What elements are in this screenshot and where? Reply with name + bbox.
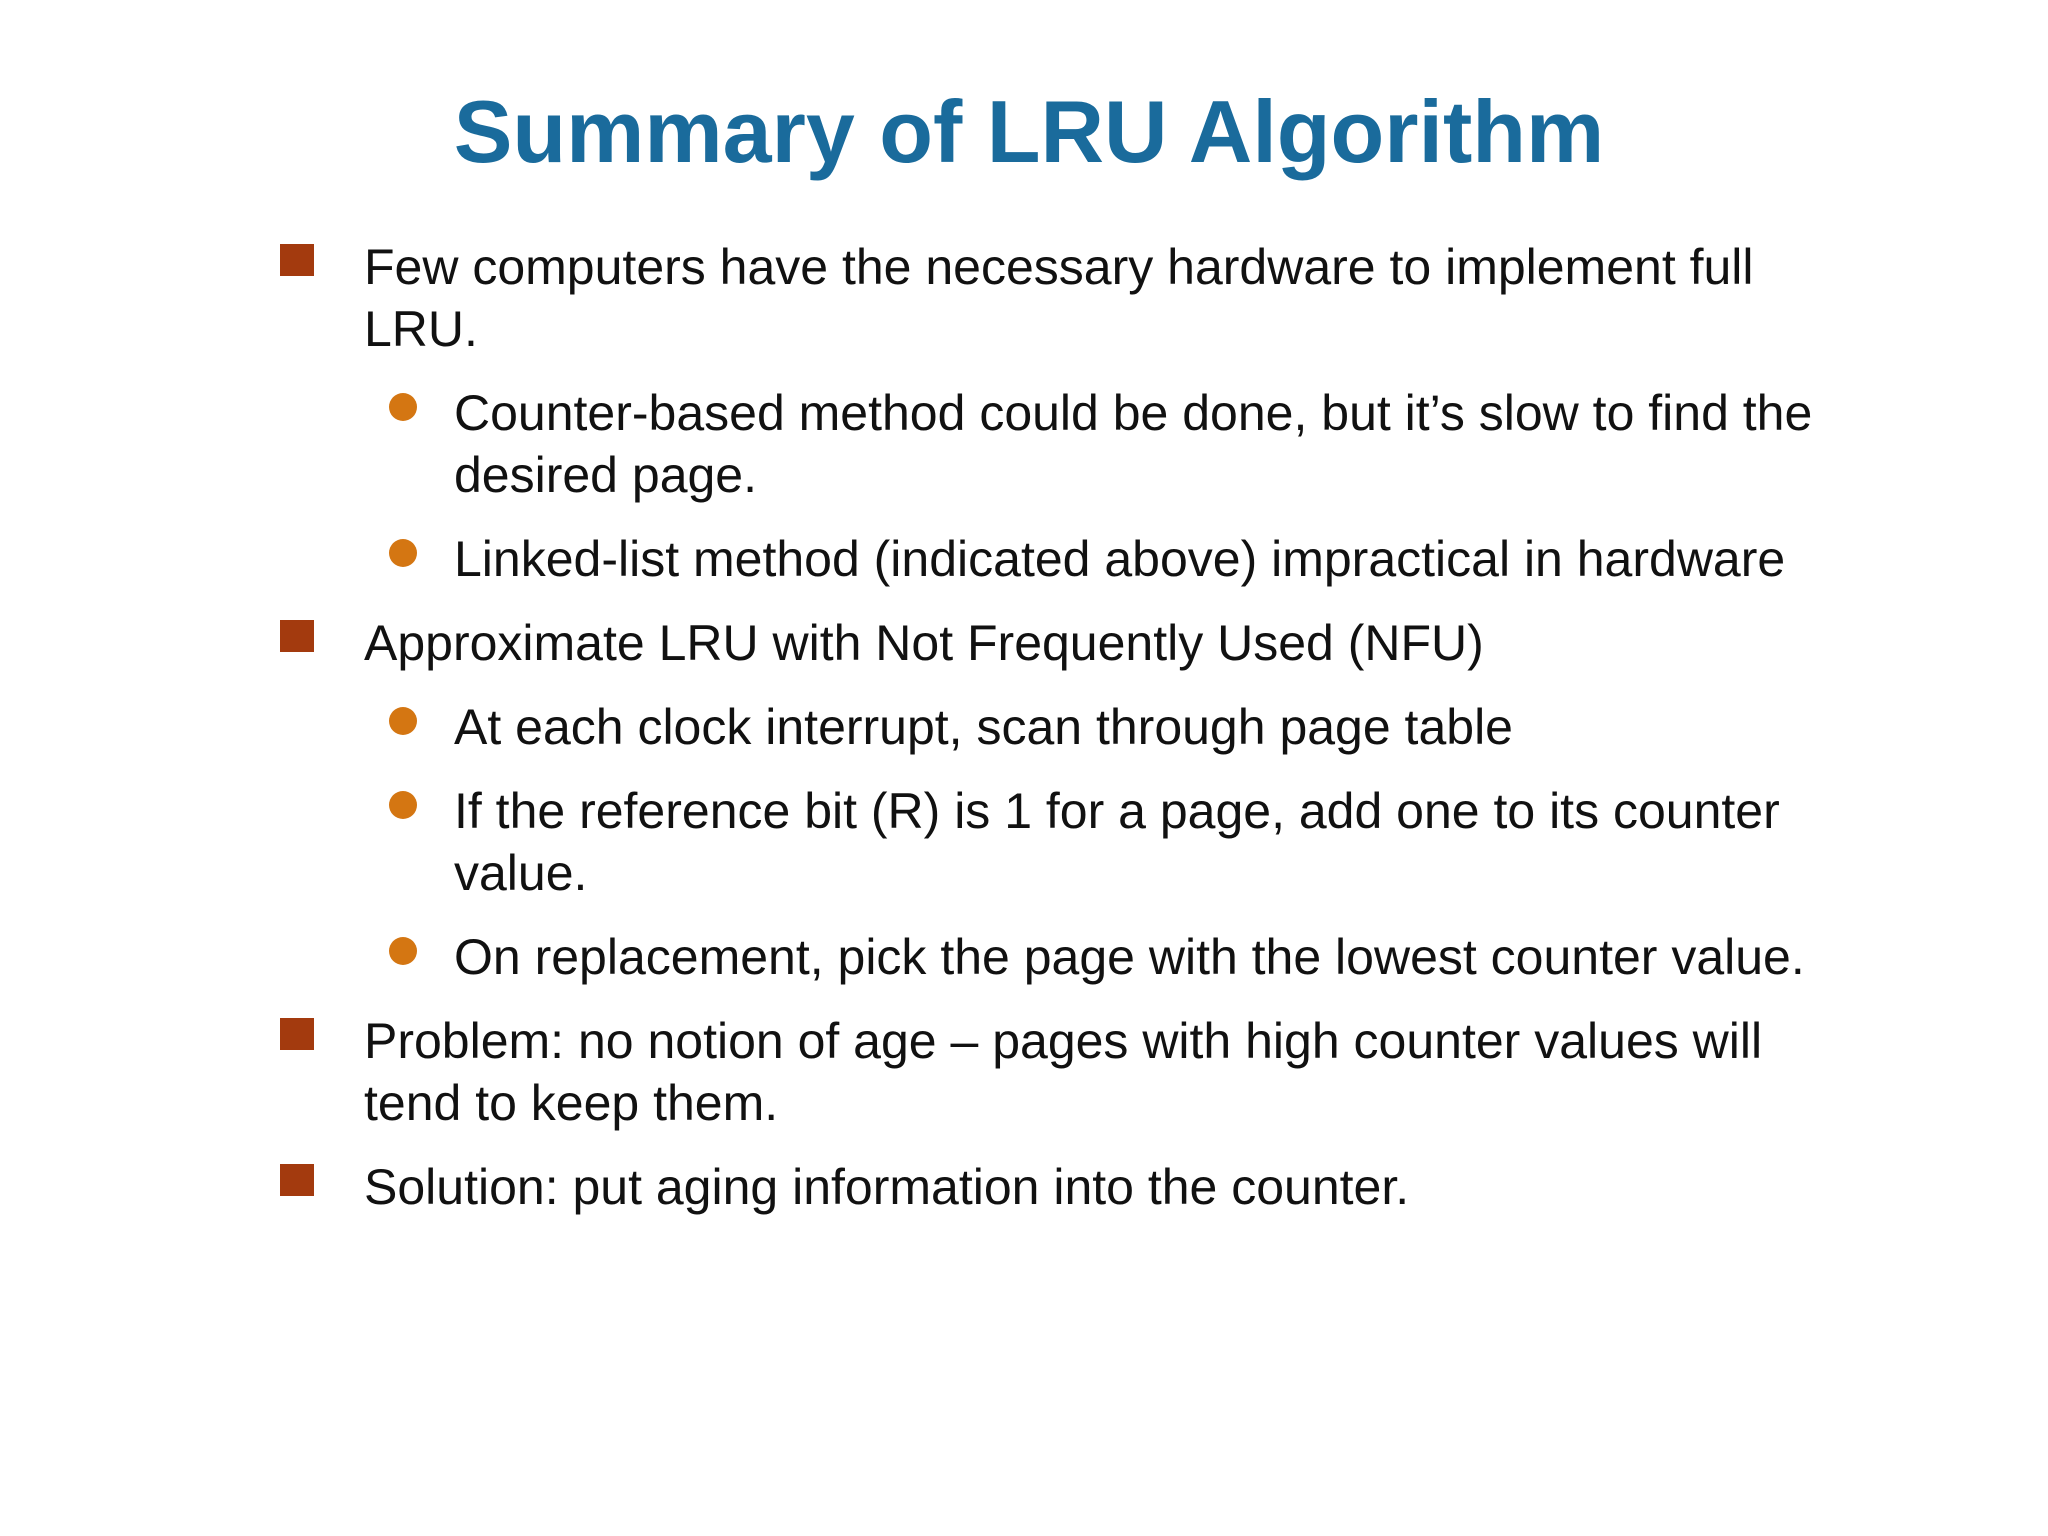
square-bullet-icon bbox=[280, 244, 314, 276]
round-bullet-icon bbox=[389, 539, 417, 567]
sub-bullet-item-replacement bbox=[280, 926, 1840, 988]
bullet-text: Problem: no notion of age – pages with high counter values will tend to keep them. bbox=[364, 1013, 1763, 1131]
bullet-item-nfu bbox=[280, 612, 1840, 674]
sub-bullet-text: Counter-based method could be done, but it’s slow to find the desired page. bbox=[454, 385, 1813, 503]
bullet-item-problem bbox=[280, 1010, 1840, 1134]
sub-bullet-text: If the reference bit (R) is 1 for a page, add one to its counter value. bbox=[454, 783, 1780, 901]
sub-bullet-text: Linked-list method (indicated above) impractical in hardware bbox=[454, 531, 1786, 587]
square-bullet-icon bbox=[280, 1018, 314, 1050]
sub-bullet-item-clock-interrupt bbox=[280, 696, 1840, 758]
round-bullet-icon bbox=[389, 937, 417, 965]
sub-bullet-item-reference-bit bbox=[280, 780, 1840, 904]
slide-title: Summary of LRU Algorithm bbox=[453, 82, 1605, 181]
bullet-item-hardware bbox=[280, 236, 1840, 360]
sub-bullet-item-counter-method bbox=[280, 382, 1840, 506]
square-bullet-icon bbox=[280, 620, 314, 652]
round-bullet-icon bbox=[389, 707, 417, 735]
round-bullet-icon bbox=[389, 791, 417, 819]
bullet-list bbox=[280, 236, 1840, 1240]
sub-bullet-text: On replacement, pick the page with the lowest counter value. bbox=[454, 929, 1805, 985]
bullet-text: Solution: put aging information into the counter. bbox=[364, 1159, 1410, 1215]
bullet-item-solution bbox=[280, 1156, 1840, 1218]
round-bullet-icon bbox=[389, 393, 417, 421]
bullet-text: Few computers have the necessary hardware to implement full LRU. bbox=[364, 239, 1754, 357]
bullet-text: Approximate LRU with Not Frequently Used (NFU) bbox=[364, 615, 1484, 671]
sub-bullet-item-linked-list bbox=[280, 528, 1840, 590]
sub-bullet-text: At each clock interrupt, scan through page table bbox=[454, 699, 1513, 755]
square-bullet-icon bbox=[280, 1164, 314, 1196]
